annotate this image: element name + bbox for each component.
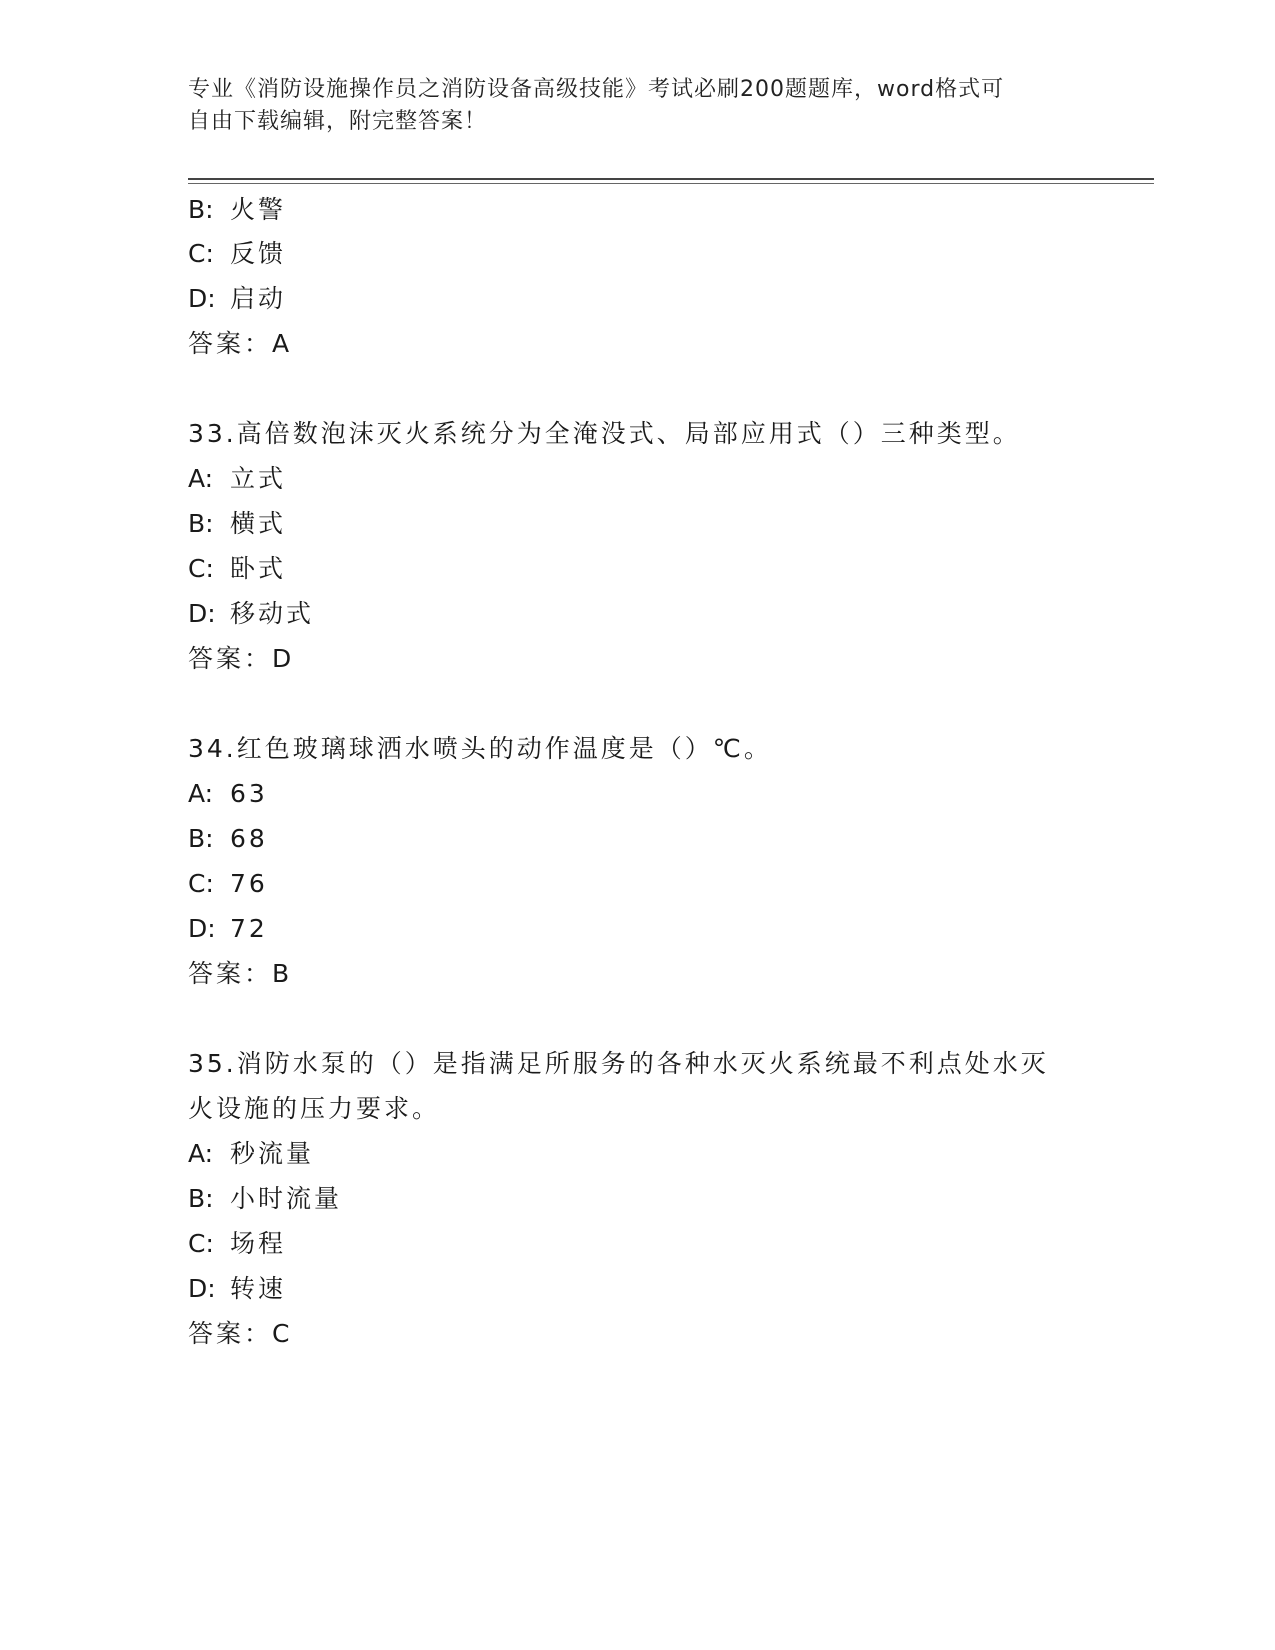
option-label: C: [188, 869, 214, 898]
option-label: A: [188, 779, 214, 808]
option-label: A: [188, 464, 214, 493]
header-line-1: 专业《消防设施操作员之消防设备高级技能》考试必刷200题题库，word格式可 [188, 77, 1005, 102]
option-text: 启动 [230, 284, 287, 313]
option-text: 横式 [230, 509, 287, 538]
option-label: C: [188, 239, 214, 268]
option-text: 反馈 [230, 239, 287, 268]
option-text: 72 [230, 914, 268, 943]
option-label: B: [188, 1184, 214, 1213]
option-label: C: [188, 1229, 214, 1258]
q34-option-a [188, 778, 268, 810]
q33-question: 33.高倍数泡沫灭火系统分为全淹没式、局部应用式（）三种类型。 [188, 419, 1021, 448]
prev-option-d [188, 283, 286, 315]
option-text: 76 [230, 869, 268, 898]
q35-question-line-2: 火设施的压力要求。 [188, 1094, 441, 1123]
header-line-2: 自由下载编辑，附完整答案！ [188, 109, 488, 134]
option-label: C: [188, 554, 214, 583]
option-text: 火警 [230, 195, 287, 224]
option-label: D: [188, 914, 216, 943]
option-label: D: [188, 284, 216, 313]
option-text: 63 [230, 779, 268, 808]
q34-option-b [188, 823, 268, 855]
prev-option-b [188, 194, 286, 226]
option-text: 卧式 [230, 554, 287, 583]
q35-option-d [188, 1273, 286, 1305]
option-text: 小时流量 [230, 1184, 343, 1213]
q35-option-a [188, 1138, 314, 1170]
q35-option-c [188, 1228, 286, 1260]
q34-option-d [188, 913, 268, 945]
option-label: B: [188, 509, 214, 538]
option-label: B: [188, 195, 214, 224]
option-label: D: [188, 599, 216, 628]
q34-option-c [188, 868, 268, 900]
q33-option-c [188, 553, 286, 585]
option-label: B: [188, 824, 214, 853]
q34-answer: 答案：B [188, 959, 293, 988]
q33-answer: 答案：D [188, 644, 295, 673]
header-divider-thick [188, 178, 1154, 180]
option-text: 移动式 [230, 599, 315, 628]
q33-option-d [188, 598, 314, 630]
header-divider-thin [188, 183, 1154, 184]
q35-answer: 答案：C [188, 1319, 293, 1348]
option-text: 68 [230, 824, 268, 853]
prev-answer: 答案：A [188, 329, 293, 358]
option-text: 转速 [230, 1274, 287, 1303]
q33-option-a [188, 463, 286, 495]
option-label: D: [188, 1274, 216, 1303]
q35-option-b [188, 1183, 342, 1215]
option-text: 场程 [230, 1229, 287, 1258]
q33-option-b [188, 508, 286, 540]
option-text: 秒流量 [230, 1139, 315, 1168]
option-text: 立式 [230, 464, 287, 493]
document-header [188, 74, 1088, 138]
option-label: A: [188, 1139, 214, 1168]
q35-question-line-1: 35.消防水泵的（）是指满足所服务的各种水灭火系统最不利点处水灭 [188, 1049, 1049, 1078]
q34-question: 34.红色玻璃球洒水喷头的动作温度是（）℃。 [188, 734, 772, 763]
prev-option-c [188, 238, 286, 270]
